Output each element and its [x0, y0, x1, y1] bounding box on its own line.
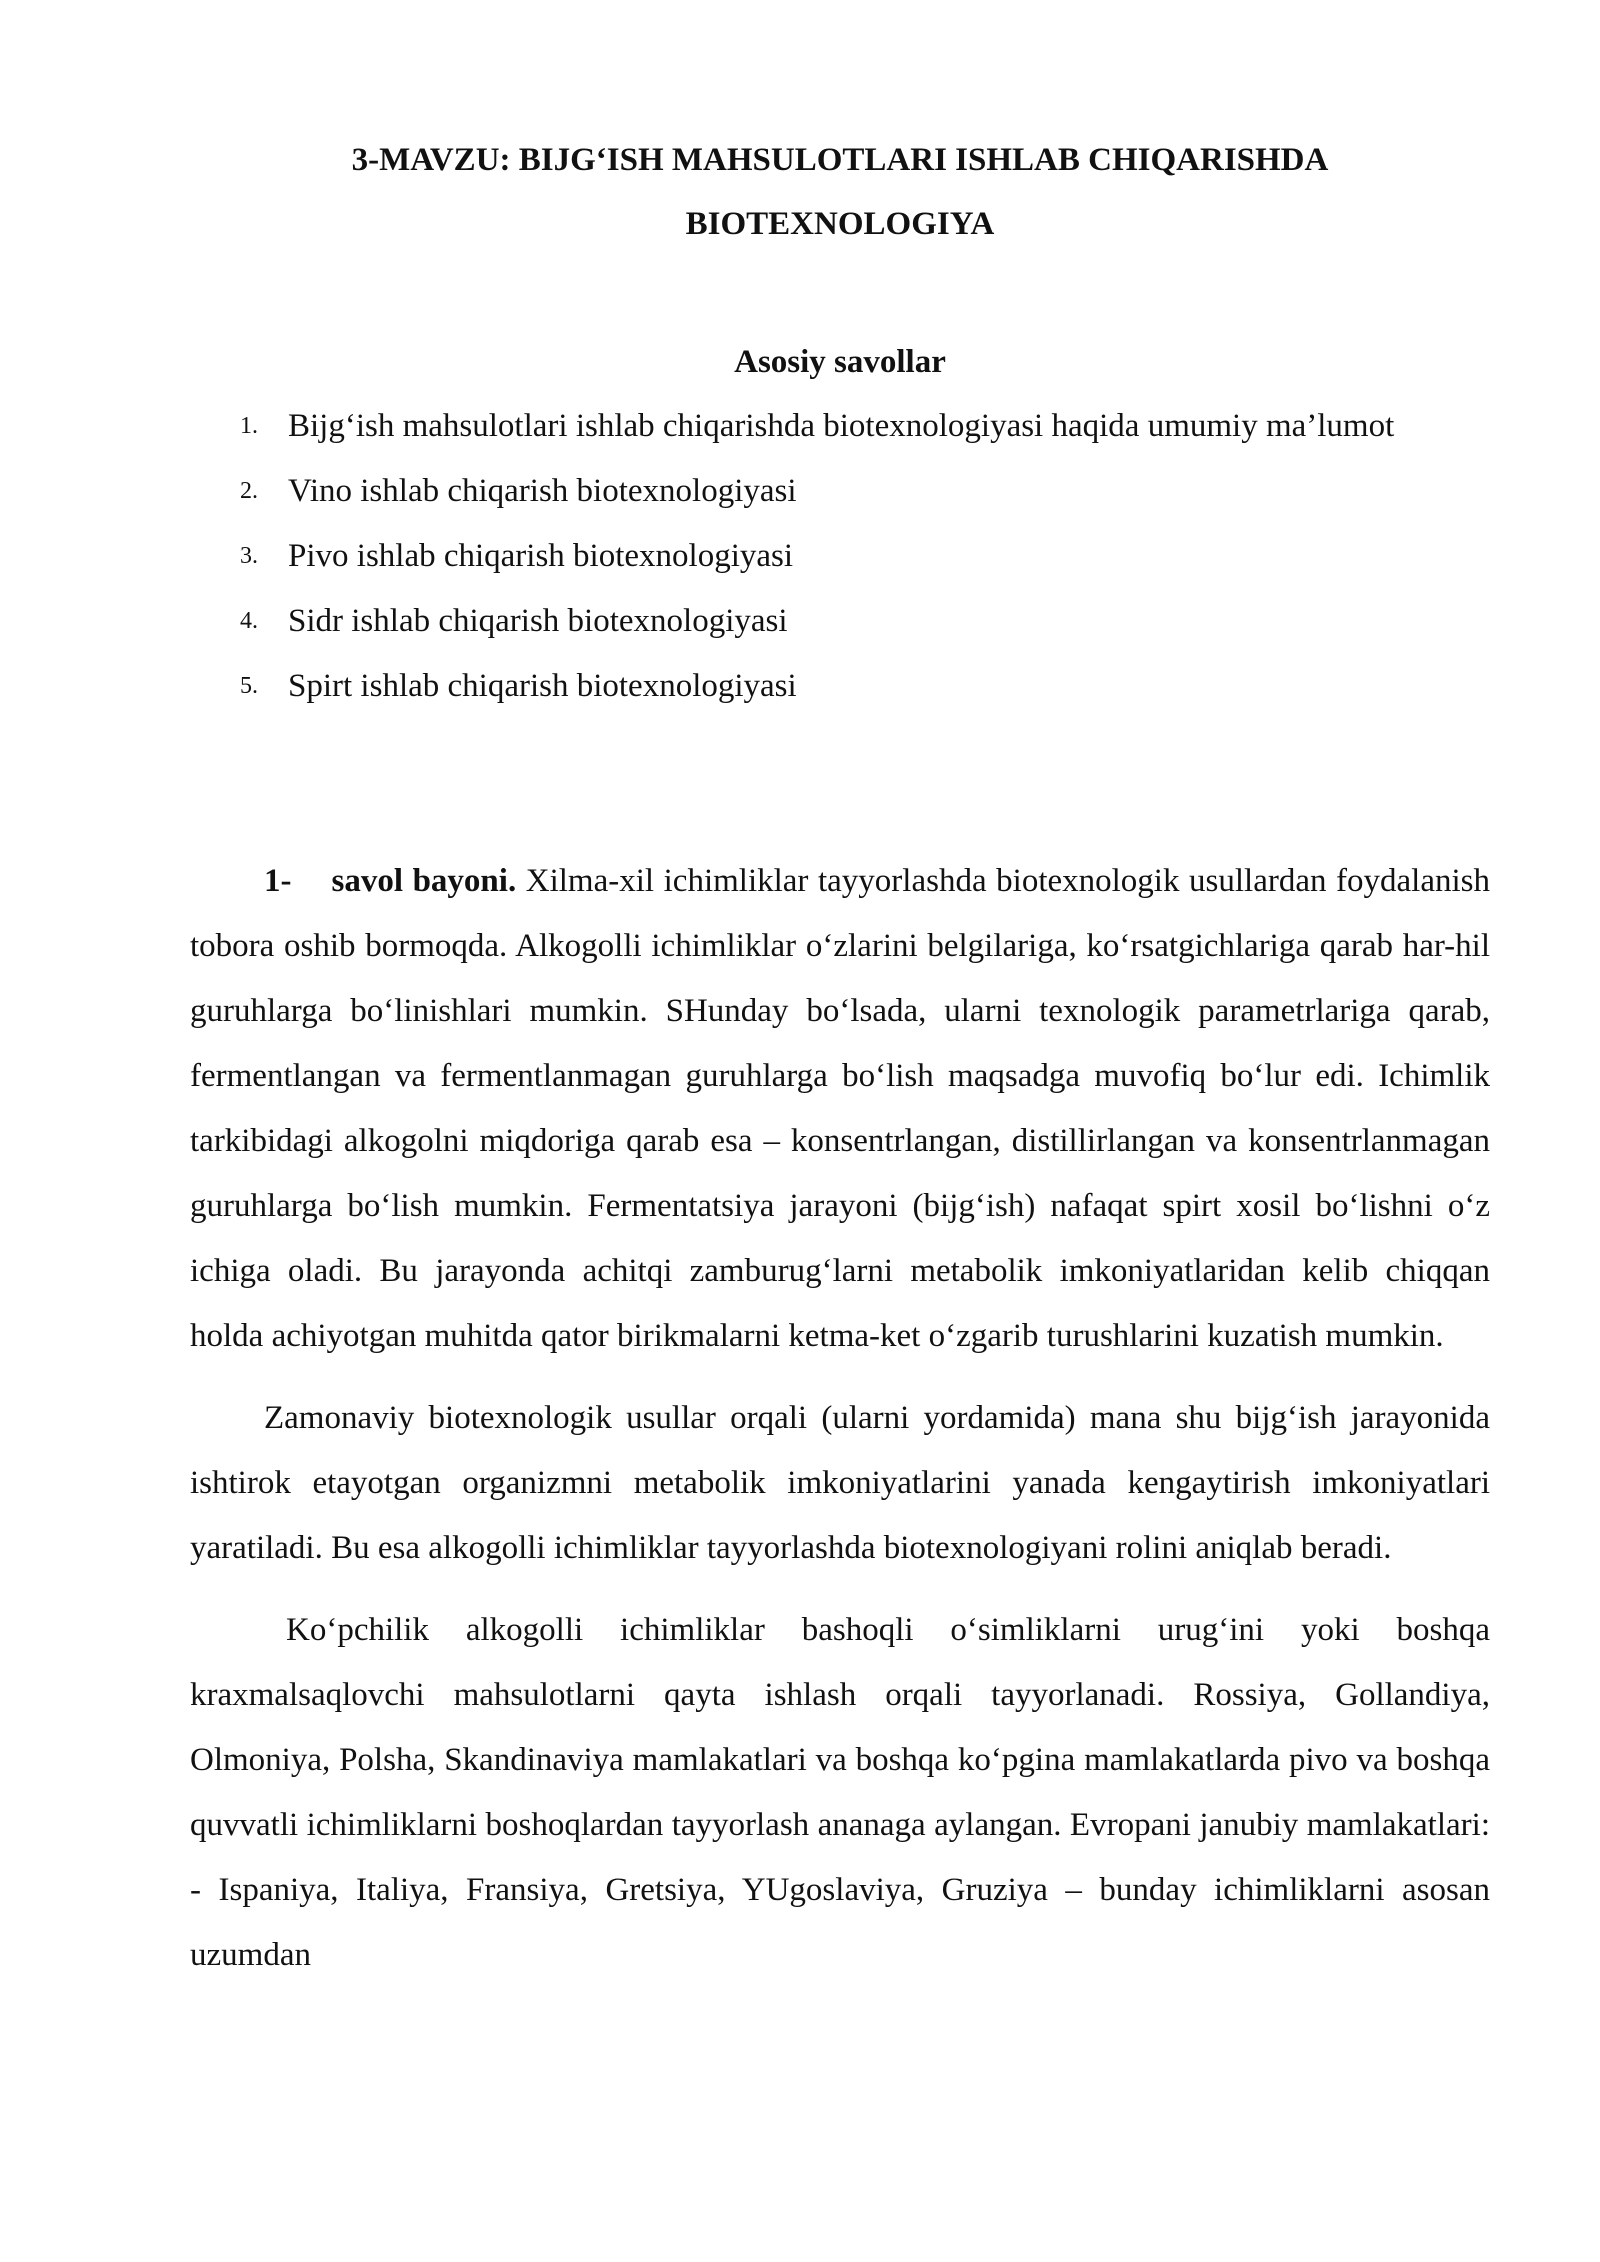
section-lead	[264, 863, 516, 899]
section-label: savol bayoni.	[331, 863, 517, 899]
list-item-text: Spirt ishlab chiqarish biotexnologiyasi	[288, 668, 797, 704]
list-item	[190, 589, 1490, 654]
list-item	[190, 524, 1490, 589]
list-item-number: 4.	[240, 608, 258, 634]
title-line-1: 3-MAVZU: BIJG‘ISH MAHSULOTLARI ISHLAB CHIQARISHDA	[351, 142, 1329, 178]
paragraph-1-text: Xilma-xil ichimliklar tayyorlashda biotexnologik usullardan foydalanish tobora oshib bormoqda. Alkogolli ichimliklar o‘zlarini belgilariga, ko‘rsatgichlariga qarab har-hil guruhlarga bo‘linishlari mumkin. SHunday bo‘lsada, ularni texnologik parametrlariga qarab, fermentlangan va fermentlanmagan guruhlarga bo‘lish maqsadga muvofiq bo‘lur edi. Ichimlik tarkibidagi alkogolni miqdoriga qarab esa – konsentrlangan, distillirlangan va konsentrlanmagan guruhlarga bo‘lish mumkin. Fermentatsiya jarayoni (bijg‘ish) nafaqat spirt xosil bo‘lishni o‘z ichiga oladi. Bu jarayonda achitqi zamburug‘larni metabolik imkoniyatlaridan kelib chiqqan holda achiyotgan muhitda qator birikmalarni ketma-ket o‘zgarib turushlarini kuzatish mumkin.	[190, 863, 1491, 1354]
questions-list	[190, 394, 1490, 719]
list-item-text: Pivo ishlab chiqarish biotexnologiyasi	[288, 538, 794, 574]
list-item-number: 5.	[240, 673, 258, 699]
list-item-text: Sidr ishlab chiqarish biotexnologiyasi	[288, 603, 788, 639]
list-item-text: Vino ishlab chiqarish biotexnologiyasi	[288, 473, 797, 509]
list-item	[190, 654, 1490, 719]
document-body	[190, 849, 1490, 2005]
document-title	[190, 128, 1490, 256]
paragraph-2: Zamonaviy biotexnologik usullar orqali (ularni yordamida) mana shu bijg‘ish jarayonida ishtirok etayotgan organizmni metabolik imkoniyatlarini yanada kengaytirish imkoniyatlari yaratiladi. Bu esa alkogolli ichimliklar tayyorlashda biotexnologiyani rolini aniqlab beradi.	[190, 1400, 1490, 1566]
questions-heading: Asosiy savollar	[734, 344, 946, 380]
list-item-number: 1.	[240, 413, 258, 439]
list-item-number: 2.	[240, 478, 258, 504]
list-item	[190, 459, 1490, 524]
list-item-number: 3.	[240, 543, 258, 569]
section-number: 1-	[264, 863, 292, 899]
list-item-text: Bijg‘ish mahsulotlari ishlab chiqarishda biotexnologiyasi haqida umumiy ma’lumot	[288, 408, 1395, 444]
list-item	[190, 394, 1490, 459]
paragraph-1	[190, 849, 1490, 1369]
title-line-2: BIOTEXNOLOGIYA	[685, 206, 995, 242]
paragraph-3: Ko‘pchilik alkogolli ichimliklar bashoqli o‘simliklarni urug‘ini yoki boshqa kraxmalsaqlovchi mahsulotlarni qayta ishlash orqali tayyorlanadi. Rossiya, Gollandiya, Olmoniya, Polsha, Skandinaviya mamlakatlari va boshqa ko‘pgina mamlakatlarda pivo va boshqa quvvatli ichimliklarni boshoqlardan tayyorlash ananaga aylangan. Evropani janubiy mamlakatlari: - Ispaniya, Italiya, Fransiya, Gretsiya, YUgoslaviya, Gruziya – bunday ichimliklarni asosan uzumdan	[190, 1612, 1490, 1973]
